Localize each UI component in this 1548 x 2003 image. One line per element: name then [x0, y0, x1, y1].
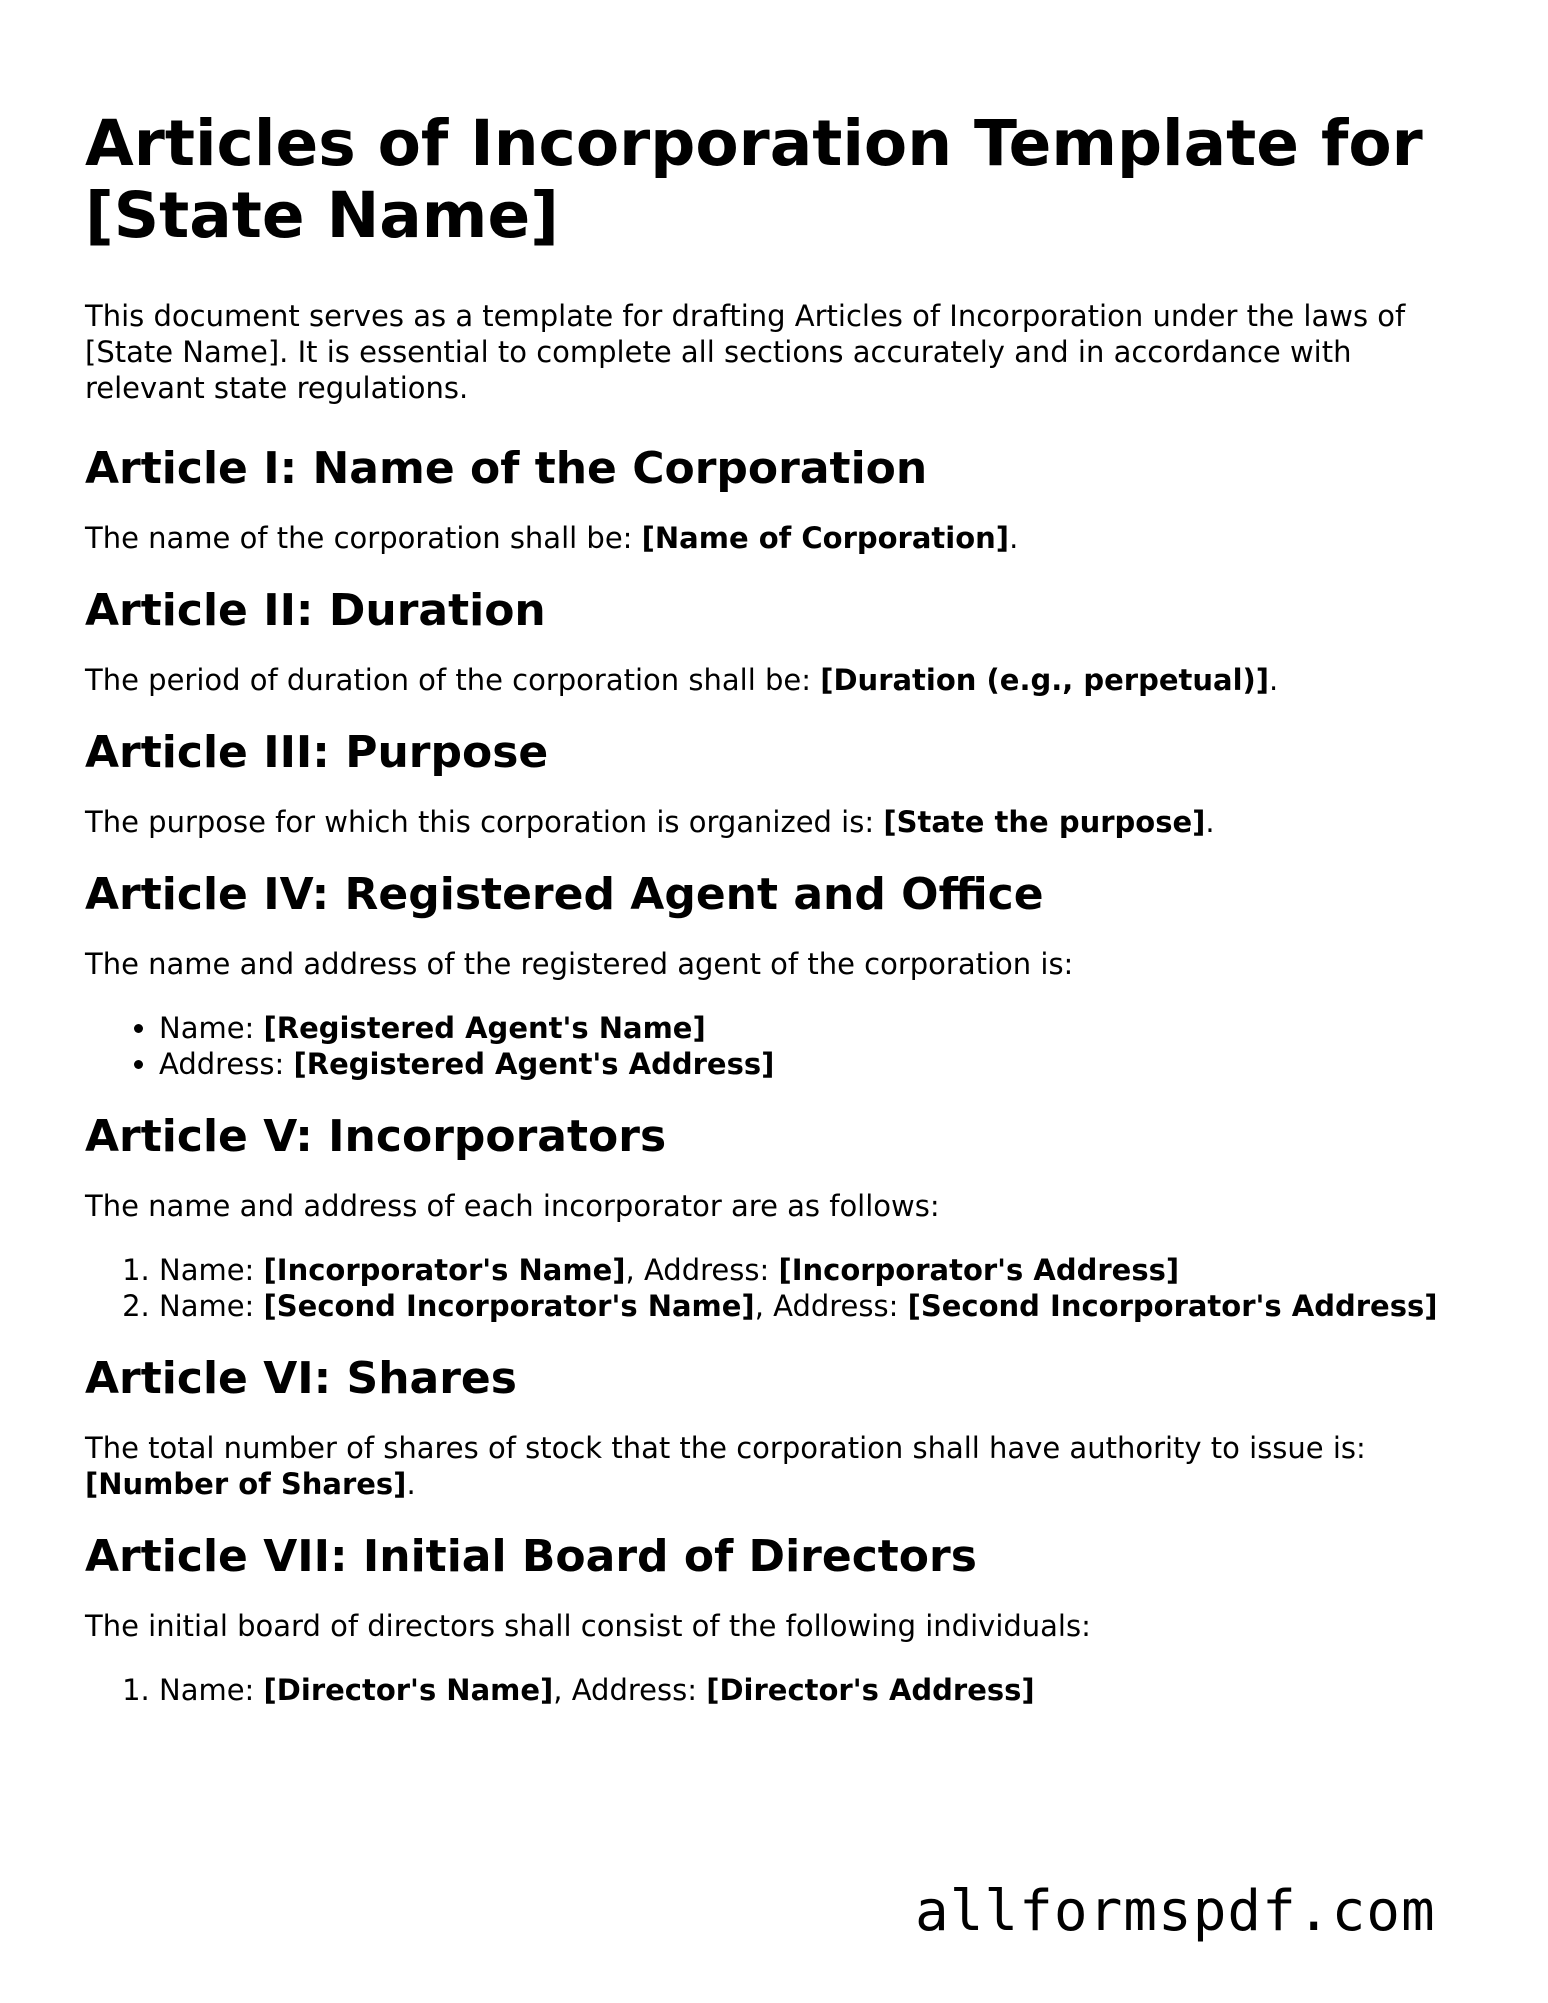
- article-1-heading: Article I: Name of the Corporation: [85, 443, 928, 494]
- director-address-placeholder: [Director's Address]: [706, 1673, 1035, 1707]
- directors-list: [85, 1672, 1475, 1708]
- list-item: 2. Name: [Second Incorporator's Name], Address: [Second Incorporator's Address]: [159, 1288, 1475, 1324]
- duration-placeholder: [Duration (e.g., perpetual)]: [820, 663, 1270, 697]
- agent-address-placeholder: [Registered Agent's Address]: [293, 1047, 775, 1081]
- article-5-text: The name and address of each incorporator are as follows:: [85, 1189, 940, 1223]
- article-5-heading: Article V: Incorporators: [85, 1111, 667, 1162]
- list-item: 1. Name: [Director's Name], Address: [Director's Address]: [159, 1672, 1475, 1708]
- director-name-placeholder: [Director's Name]: [263, 1673, 554, 1707]
- article-4-heading: Article IV: Registered Agent and Office: [85, 869, 1044, 920]
- registered-agent-list: [85, 1010, 1475, 1082]
- shares-placeholder: [Number of Shares]: [85, 1467, 407, 1501]
- list-item: • Name: [Registered Agent's Name]: [159, 1010, 1475, 1046]
- document-content: [85, 108, 1475, 1736]
- document-title: Articles of Incorporation Template for [State Name]: [85, 107, 1423, 252]
- article-6-text: The total number of shares of stock that the corporation shall have authority to issue is: [Number of Shares].: [85, 1431, 1366, 1501]
- article-3-text: The purpose for which this corporation is organized is: [State the purpose].: [85, 805, 1215, 839]
- list-item: 1. Name: [Incorporator's Name], Address: [Incorporator's Address]: [159, 1252, 1475, 1288]
- incorporator-address-placeholder: [Incorporator's Address]: [778, 1253, 1180, 1287]
- watermark: allformspdf.com: [915, 1879, 1436, 1944]
- incorporator-name-placeholder: [Incorporator's Name]: [263, 1253, 626, 1287]
- purpose-placeholder: [State the purpose]: [883, 805, 1206, 839]
- article-1-text: The name of the corporation shall be: [Name of Corporation].: [85, 521, 1019, 555]
- article-4-text: The name and address of the registered agent of the corporation is:: [85, 947, 1074, 981]
- article-7-heading: Article VII: Initial Board of Directors: [85, 1531, 977, 1582]
- list-item: • Address: [Registered Agent's Address]: [159, 1046, 1475, 1082]
- second-incorporator-name-placeholder: [Second Incorporator's Name]: [263, 1289, 755, 1323]
- article-6-heading: Article VI: Shares: [85, 1353, 517, 1404]
- article-2-text: The period of duration of the corporation shall be: [Duration (e.g., perpetual)].: [85, 663, 1279, 697]
- corporation-name-placeholder: [Name of Corporation]: [641, 521, 1010, 555]
- second-incorporator-address-placeholder: [Second Incorporator's Address]: [907, 1289, 1438, 1323]
- intro-paragraph: This document serves as a template for drafting Articles of Incorporation under the laws of [State Name]. It is essential to complete all sections accurately and in accordance with relevant state regulations.: [85, 299, 1406, 405]
- incorporators-list: [85, 1252, 1475, 1324]
- article-3-heading: Article III: Purpose: [85, 727, 549, 778]
- article-7-text: The initial board of directors shall consist of the following individuals:: [85, 1609, 1091, 1643]
- agent-name-placeholder: [Registered Agent's Name]: [263, 1011, 706, 1045]
- article-2-heading: Article II: Duration: [85, 585, 546, 636]
